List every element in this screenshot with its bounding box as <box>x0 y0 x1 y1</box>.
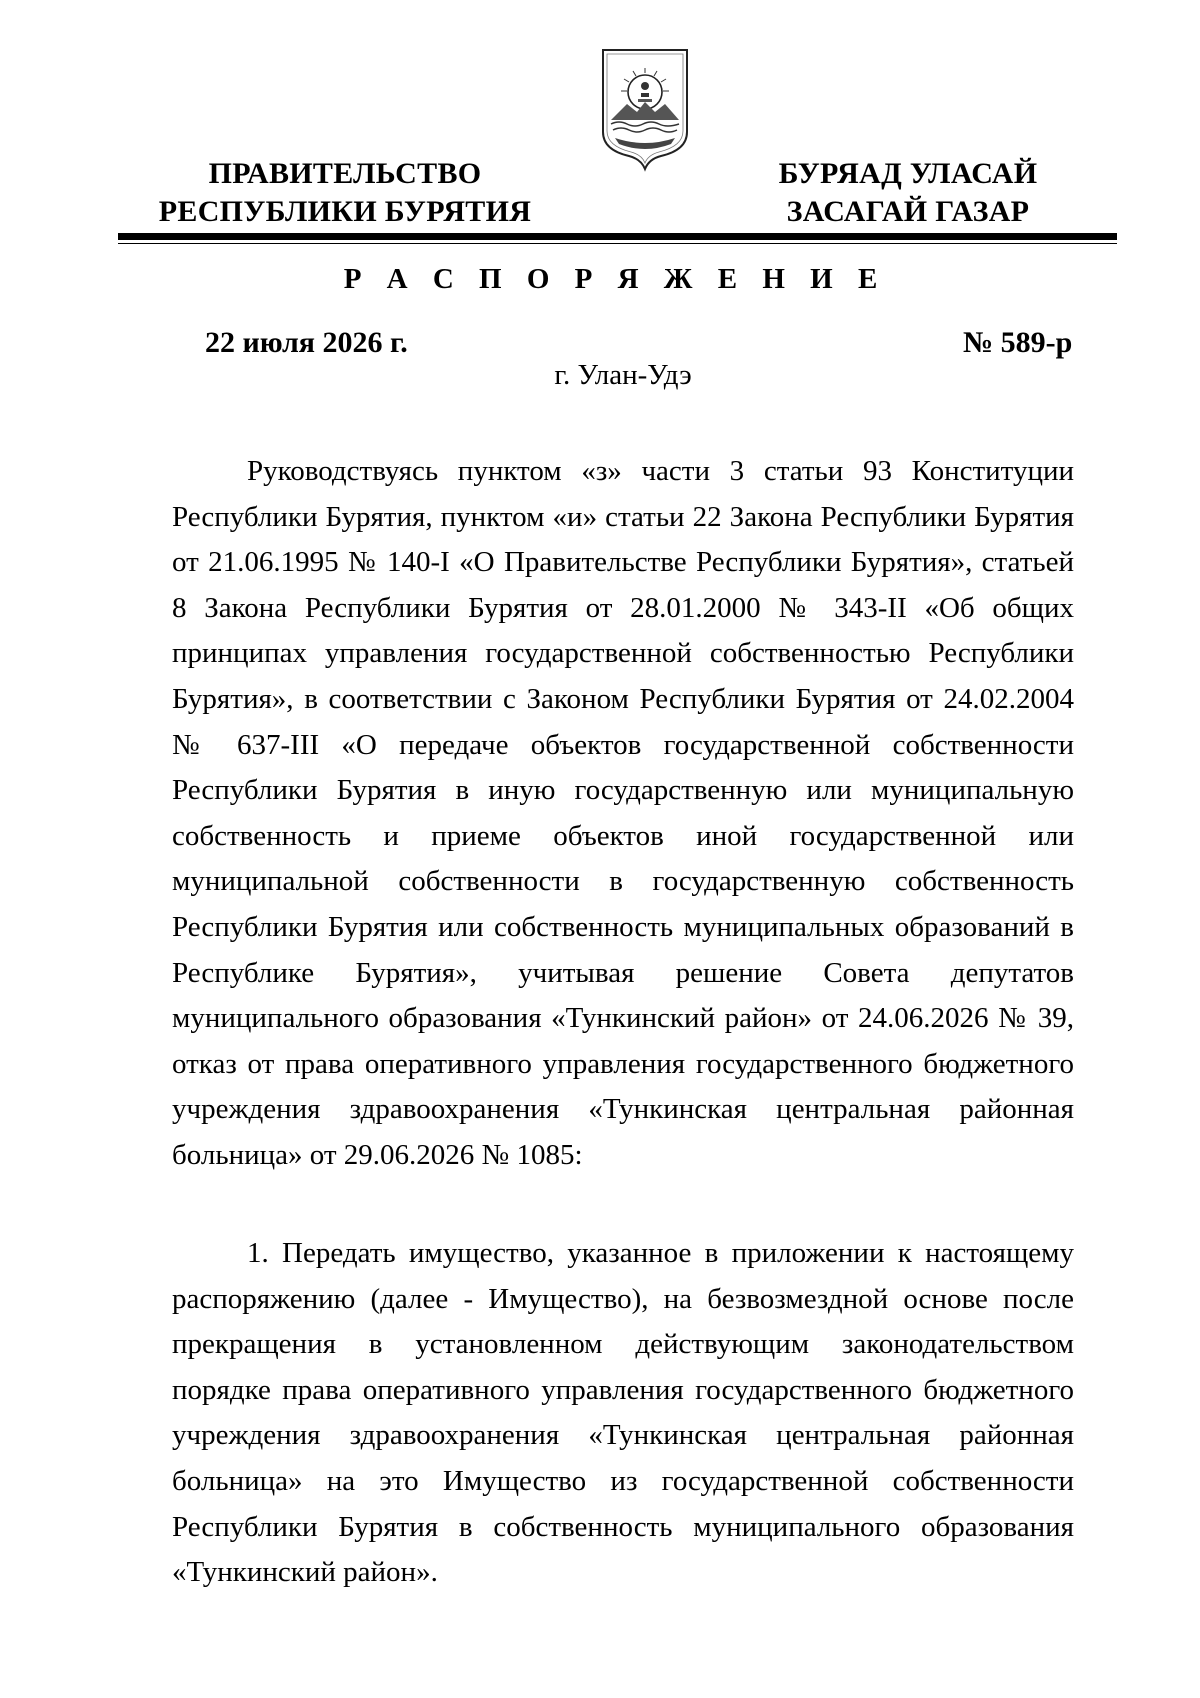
document-date: 22 июля 2026 г. <box>205 326 408 359</box>
org-name-buryat <box>748 155 1068 231</box>
preamble-paragraph: Руководствуясь пунктом «з» части 3 статьи 93 Конституции Республики Бурятия, пунктом «и» статьи 22 Закона Республики Бурятия от 21.06.1995 № 140-I «О Правительстве Республики Бурятия», статьей 8 Закона Республики Бурятия от 28.01.2000 № 343-II «Об общих принципах управления государственной собственностью Республики Бурятия», в соответствии с Законом Республики Бурятия от 24.02.2004 № 637-III «О передаче объектов государственной собственности Республики Бурятия в иную государственную или муниципальную собственность и приеме объектов иной государственной или муниципальной собственности в государственную собственность Республики Бурятия или собственность муниципальных образований в Республике Бурятия», учитывая решение Совета депутатов муниципального образования «Тункинский район» от 24.06.2026 № 39, отказ от права оперативного управления государственного бюджетного учреждения здравоохранения «Тункинская центральная районная больница» от 29.06.2026 № 1085: <box>172 455 1074 1171</box>
org-name-russian-line1: ПРАВИТЕЛЬСТВО <box>208 157 482 190</box>
org-name-russian <box>155 155 535 231</box>
document-type-title: Р А С П О Р Я Ж Е Н И Е <box>343 263 887 295</box>
document-number: № 589-р <box>963 326 1073 359</box>
header-divider-thick <box>118 233 1117 240</box>
document-city: г. Улан-Удэ <box>554 359 692 391</box>
header-divider-thin <box>118 243 1117 244</box>
item-1-paragraph: 1. Передать имущество, указанное в приложении к настоящему распоряжению (далее - Имущество), на безвозмездной основе после прекращения в установленном действующим законодательством порядке права оперативного управления государственного бюджетного учреждения здравоохранения «Тункинская центральная районная больница» на это Имущество из государственной собственности Республики Бурятия в собственность муниципального образования «Тункинский район». <box>172 1237 1074 1589</box>
org-name-buryat-line2: ЗАСАГАЙ ГАЗАР <box>786 195 1030 228</box>
org-name-buryat-line1: БУРЯАД УЛАСАЙ <box>778 157 1038 190</box>
coat-of-arms-icon <box>597 46 693 172</box>
org-name-russian-line2: РЕСПУБЛИКИ БУРЯТИЯ <box>158 195 532 228</box>
